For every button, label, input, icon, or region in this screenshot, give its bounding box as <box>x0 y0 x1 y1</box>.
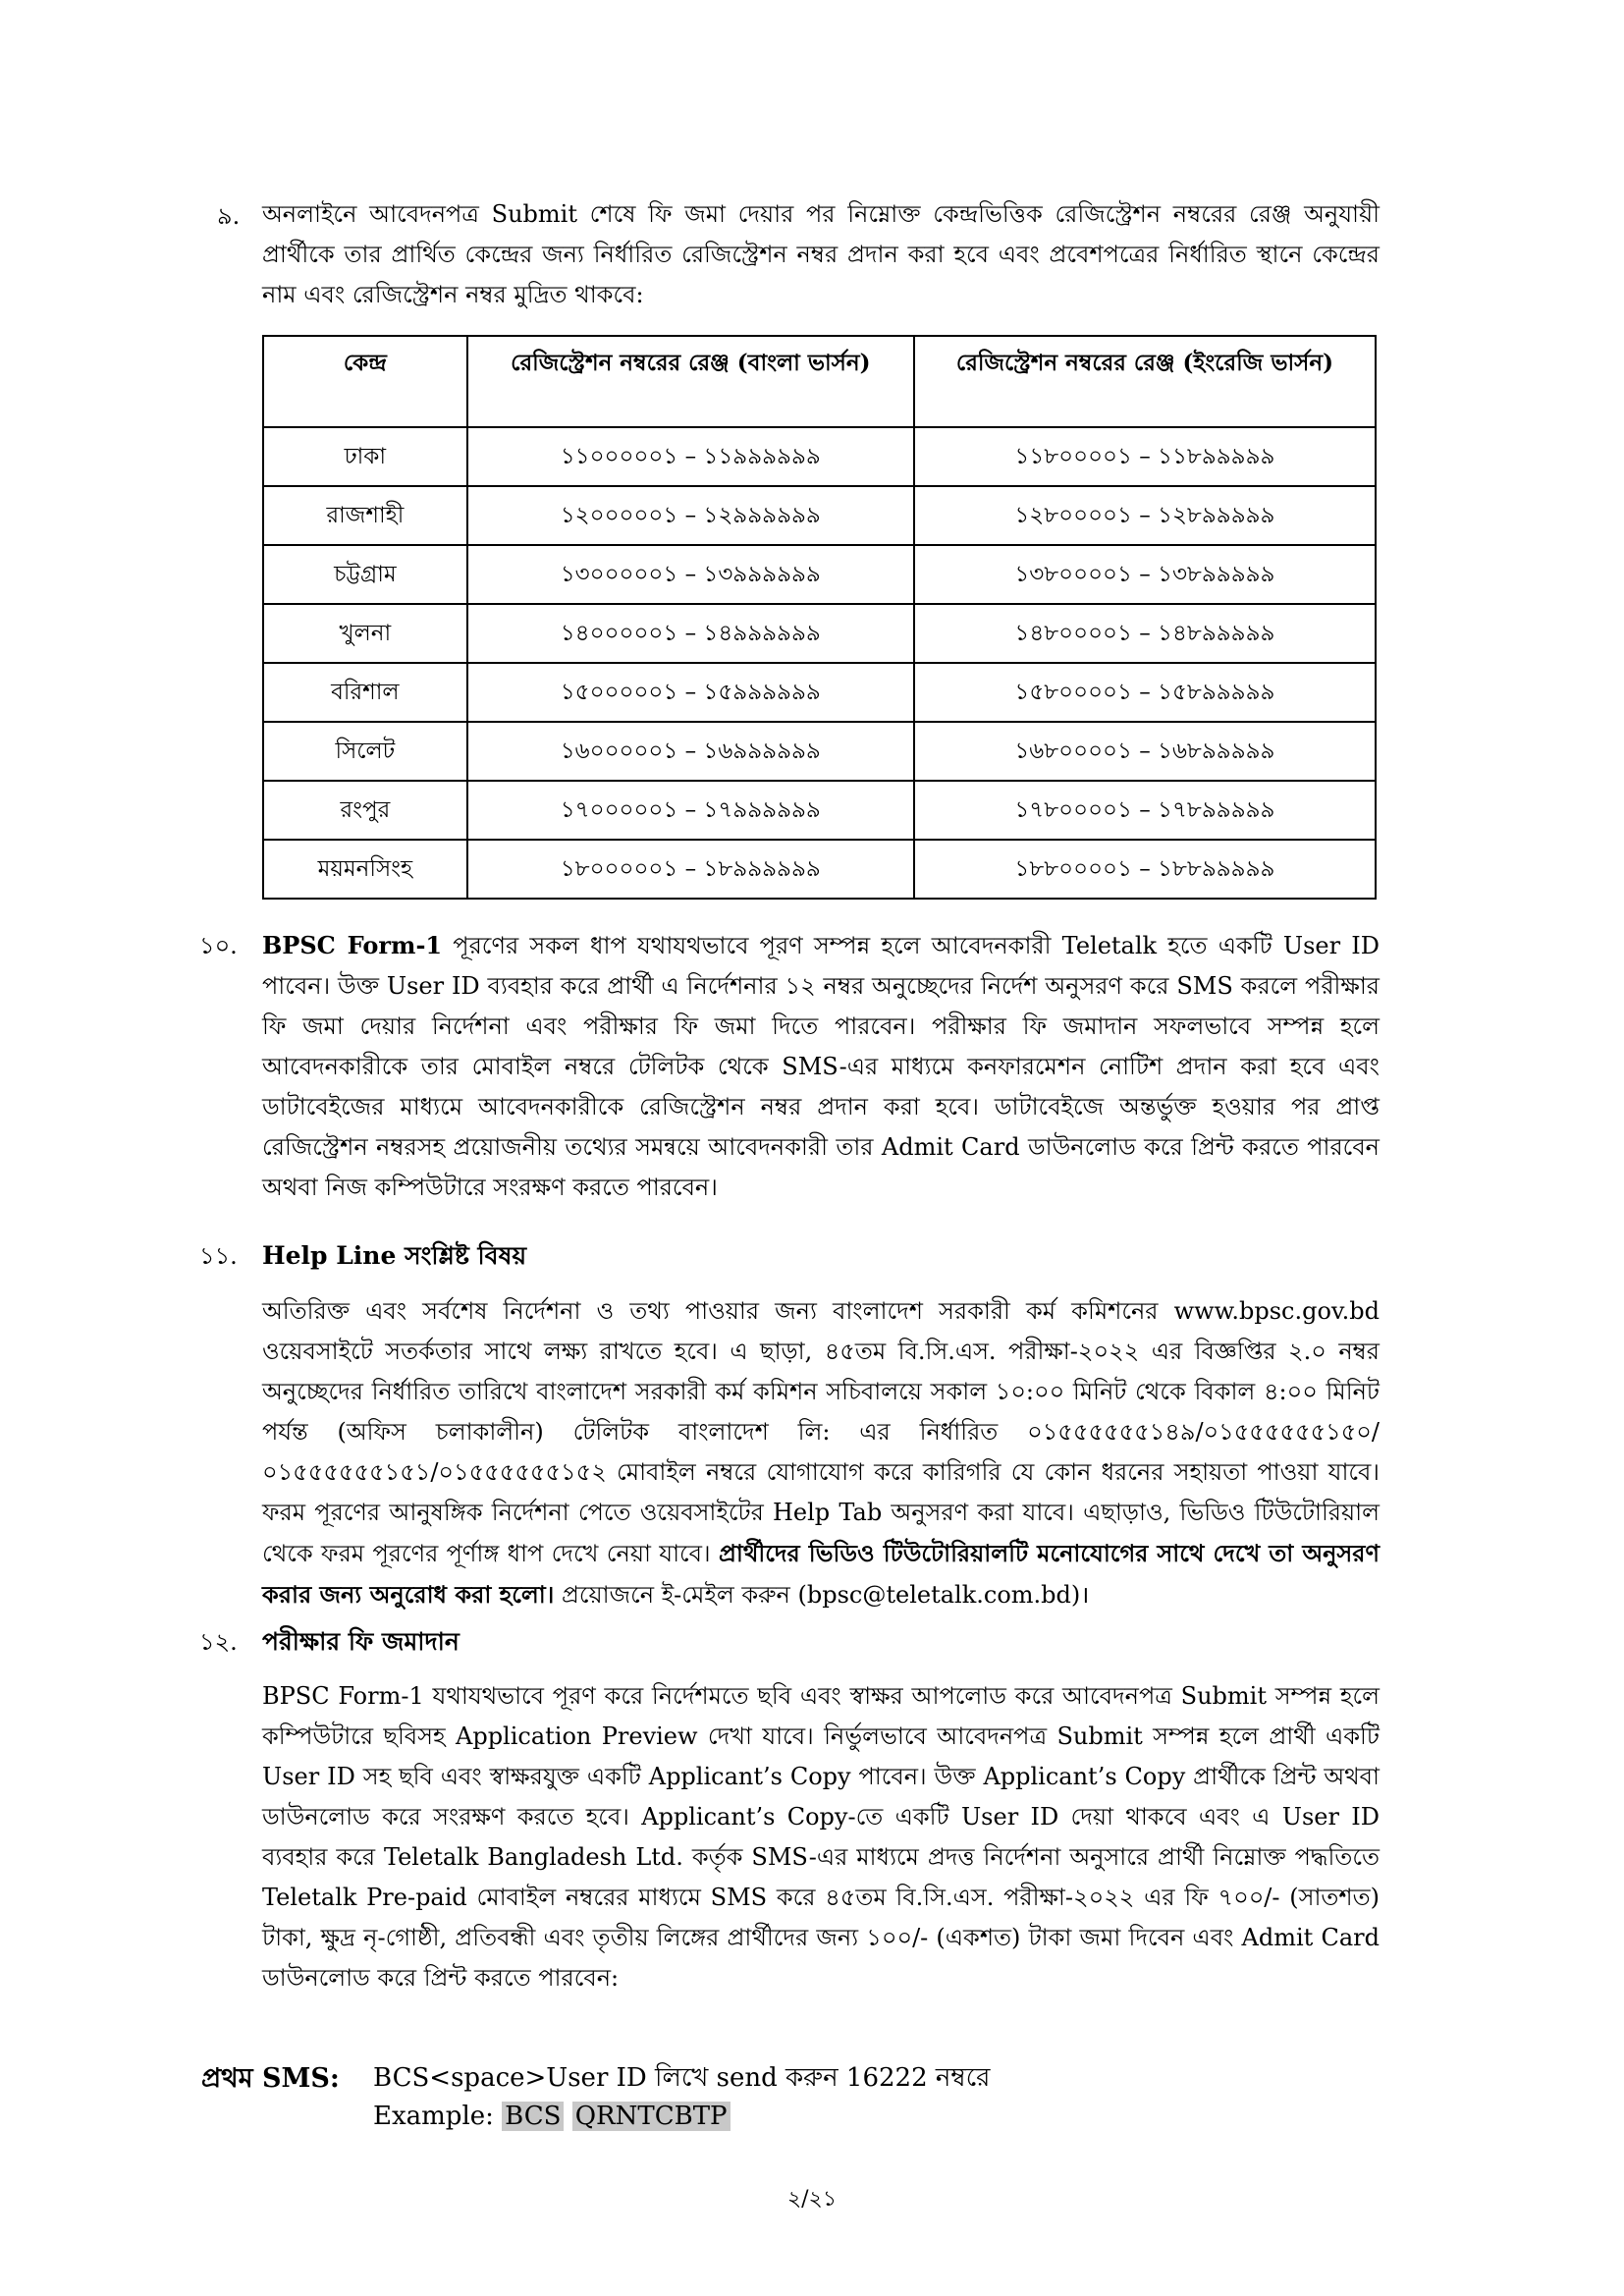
item-11-tail: প্রয়োজনে ই-মেইল করুন (bpsc@teletalk.com.bd)। <box>554 1581 1090 1609</box>
table-row <box>263 545 1376 604</box>
table-cell-english-range: ১২৮০০০০১ – ১২৮৯৯৯৯৯ <box>914 486 1376 545</box>
table-row <box>263 840 1376 899</box>
item-9-number: ৯. <box>217 202 241 230</box>
table-cell-center: খুলনা <box>263 604 467 663</box>
example-prefix: Example: <box>373 2102 503 2131</box>
item-12-number: ১২. <box>199 1628 238 1656</box>
table-cell-english-range: ১৩৮০০০০১ – ১৩৮৯৯৯৯৯ <box>914 545 1376 604</box>
item-12-text: BPSC Form-1 যথাযথভাবে পূরণ করে নির্দেশমতে ছবি এবং স্বাক্ষর আপলোড করে আবেদনপত্র Submit সম্পন্ন হলে কম্পিউটারে ছবিসহ Application Preview দেখা যাবে। নির্ভুলভাবে আবেদনপত্র Submit সম্পন্ন হলে প্রার্থী একটি User ID সহ ছবি এবং স্বাক্ষরযুক্ত একটি Applicant’s Copy পাবেন। উক্ত Applicant’s Copy প্রার্থীকে প্রিন্ট অথবা ডাউনলোড করে সংরক্ষণ করতে হবে। Applicant’s Copy-তে একটি User ID দেয়া থাকবে এবং এ User ID ব্যবহার করে Teletalk Bangladesh Ltd. কর্তৃক SMS-এর মাধ্যমে প্রদত্ত নির্দেশনা অনুসারে প্রার্থী নিম্নোক্ত পদ্ধতিতে Teletalk Pre-paid মোবাইল নম্বরের মাধ্যমে SMS করে ৪৫তম বি.সি.এস. পরীক্ষা-২০২২ এর ফি ৭০০/- (সাতশত) টাকা, ক্ষুদ্র নৃ-গোষ্ঠী, প্রতিবন্ধী এবং তৃতীয় লিঙ্গের প্রার্থীদের জন্য ১০০/- (একশত) টাকা জমা দিবেন এবং Admit Card ডাউনলোড করে প্রিন্ট করতে পারবেন: <box>262 1682 1380 1992</box>
item-9-text: অনলাইনে আবেদনপত্র Submit শেষে ফি জমা দেয়ার পর নিম্নোক্ত কেন্দ্রভিত্তিক রেজিস্ট্রেশন নম্বরের রেঞ্জ অনুযায়ী প্রার্থীকে তার প্রার্থিত কেন্দ্রের জন্য নির্ধারিত রেজিস্ট্রেশন নম্বর প্রদান করা হবে এবং প্রবেশপত্রের নির্ধারিত স্থানে কেন্দ্রের নাম এবং রেজিস্ট্রেশন নম্বর মুদ্রিত থাকবে: <box>262 200 1380 308</box>
table-row <box>263 663 1376 722</box>
table-cell-bangla-range: ১৪০০০০০১ – ১৪৯৯৯৯৯৯ <box>467 604 914 663</box>
table-cell-center: ময়মনসিংহ <box>263 840 467 899</box>
table-cell-english-range: ১৪৮০০০০১ – ১৪৮৯৯৯৯৯ <box>914 604 1376 663</box>
first-sms-label: প্রথম SMS: <box>201 2063 340 2094</box>
table-cell-english-range: ১৭৮০০০০১ – ১৭৮৯৯৯৯৯ <box>914 781 1376 840</box>
item-11-body: অতিরিক্ত এবং সর্বশেষ নির্দেশনা ও তথ্য পাওয়ার জন্য বাংলাদেশ সরকারী কর্ম কমিশনের www.bpsc.gov.bd ওয়েবসাইটে সতর্কতার সাথে লক্ষ্য রাখতে হবে। এ ছাড়া, ৪৫তম বি.সি.এস. পরীক্ষা-২০২২ এর বিজ্ঞপ্তির ২.০ নম্বর অনুচ্ছেদের নির্ধারিত তারিখে বাংলাদেশ সরকারী কর্ম কমিশন সচিবালয়ে সকাল ১০:০০ মিনিট থেকে বিকাল ৪:০০ মিনিট পর্যন্ত (অফিস চলাকালীন) টেলিটক বাংলাদেশ লি: এর নির্ধারিত ০১৫৫৫৫৫৫১৪৯/০১৫৫৫৫৫৫১৫০/ ০১৫৫৫৫৫৫১৫১/০১৫৫৫৫৫৫১৫২ মোবাইল নম্বরে যোগাযোগ করে কারিগরি যে কোন ধরনের সহায়তা পাওয়া যাবে। ফরম পূরণের আনুষঙ্গিক নির্দেশনা পেতে ওয়েবসাইটের Help Tab অনুসরণ করা যাবে। এছাড়াও, ভিডিও টিউটোরিয়াল থেকে ফরম পূরণের পূর্ণাঙ্গ ধাপ দেখে নেয়া যাবে। <box>262 1297 1380 1567</box>
table-cell-center: রাজশাহী <box>263 486 467 545</box>
table-cell-english-range: ১৮৮০০০০১ – ১৮৮৯৯৯৯৯ <box>914 840 1376 899</box>
table-row <box>263 722 1376 781</box>
first-sms-instruction: BCS<space>User ID লিখে send করুন 16222 নম্বরে <box>373 2063 991 2093</box>
table-header-row <box>263 336 1376 427</box>
item-10-text <box>262 925 1380 1208</box>
table-cell-bangla-range: ১২০০০০০১ – ১২৯৯৯৯৯৯ <box>467 486 914 545</box>
table-cell-bangla-range: ১৫০০০০০১ – ১৫৯৯৯৯৯৯ <box>467 663 914 722</box>
table-cell-bangla-range: ১১০০০০০১ – ১১৯৯৯৯৯৯ <box>467 427 914 486</box>
example-keyword: BCS <box>502 2102 564 2131</box>
item-11-number: ১১. <box>199 1242 238 1270</box>
table-cell-center: বরিশাল <box>263 663 467 722</box>
table-cell-bangla-range: ১৮০০০০০১ – ১৮৯৯৯৯৯৯ <box>467 840 914 899</box>
table-cell-bangla-range: ১৭০০০০০১ – ১৭৯৯৯৯৯৯ <box>467 781 914 840</box>
table-cell-english-range: ১৫৮০০০০১ – ১৫৮৯৯৯৯৯ <box>914 663 1376 722</box>
registration-range-table <box>262 335 1377 900</box>
page-number: ২/২১ <box>786 2187 838 2212</box>
item-11-heading: Help Line সংশ্লিষ্ট বিষয় <box>262 1241 527 1270</box>
table-row <box>263 604 1376 663</box>
table-cell-bangla-range: ১৬০০০০০১ – ১৬৯৯৯৯৯৯ <box>467 722 914 781</box>
table-header-english-range: রেজিস্ট্রেশন নম্বরের রেঞ্জ (ইংরেজি ভার্সন) <box>914 336 1376 427</box>
table-cell-center: ঢাকা <box>263 427 467 486</box>
table-cell-bangla-range: ১৩০০০০০১ – ১৩৯৯৯৯৯৯ <box>467 545 914 604</box>
item-11-text <box>262 1291 1380 1615</box>
table-cell-center: সিলেট <box>263 722 467 781</box>
table-header-bangla-range: রেজিস্ট্রেশন নম্বরের রেঞ্জ (বাংলা ভার্সন) <box>467 336 914 427</box>
item-10-lead: BPSC Form-1 <box>262 931 443 959</box>
table-row <box>263 781 1376 840</box>
table-row <box>263 427 1376 486</box>
item-11-bold-note: প্রার্থীদের ভিডিও টিউটোরিয়ালটি মনোযোগের সাথে দেখে তা অনুসরণ করার জন্য অনুরোধ করা হলো। <box>262 1539 1380 1609</box>
table-cell-english-range: ১৬৮০০০০১ – ১৬৮৯৯৯৯৯ <box>914 722 1376 781</box>
table-row <box>263 486 1376 545</box>
item-12-heading: পরীক্ষার ফি জমাদান <box>262 1627 460 1656</box>
table-cell-english-range: ১১৮০০০০১ – ১১৮৯৯৯৯৯ <box>914 427 1376 486</box>
item-10-number: ১০. <box>199 932 238 959</box>
item-10-body: পূরণের সকল ধাপ যথাযথভাবে পূরণ সম্পন্ন হলে আবেদনকারী Teletalk হতে একটি User ID পাবেন। উক্ত User ID ব্যবহার করে প্রার্থী এ নির্দেশনার ১২ নম্বর অনুচ্ছেদের নির্দেশ অনুসরণ করে SMS করলে পরীক্ষার ফি জমা দেয়ার নির্দেশনা এবং পরীক্ষার ফি জমা দিতে পারবেন। পরীক্ষার ফি জমাদান সফলভাবে সম্পন্ন হলে আবেদনকারীকে তার মোবাইল নম্বরে টেলিটক থেকে SMS-এর মাধ্যমে কনফারমেশন নোটিশ প্রদান করা হবে এবং ডাটাবেইজের মাধ্যমে আবেদনকারীকে রেজিস্ট্রেশন নম্বর প্রদান করা হবে। ডাটাবেইজে অন্তর্ভুক্ত হওয়ার পর প্রাপ্ত রেজিস্ট্রেশন নম্বরসহ প্রয়োজনীয় তথ্যের সমন্বয়ে আবেদনকারী তার Admit Card ডাউনলোড করে প্রিন্ট করতে পারবেন অথবা নিজ কম্পিউটারে সংরক্ষণ করতে পারবেন। <box>262 932 1380 1201</box>
first-sms-example <box>373 2102 731 2131</box>
example-user-id: QRNTCBTP <box>572 2102 731 2131</box>
table-header-center: কেন্দ্র <box>263 336 467 427</box>
table-cell-center: চট্টগ্রাম <box>263 545 467 604</box>
table-cell-center: রংপুর <box>263 781 467 840</box>
